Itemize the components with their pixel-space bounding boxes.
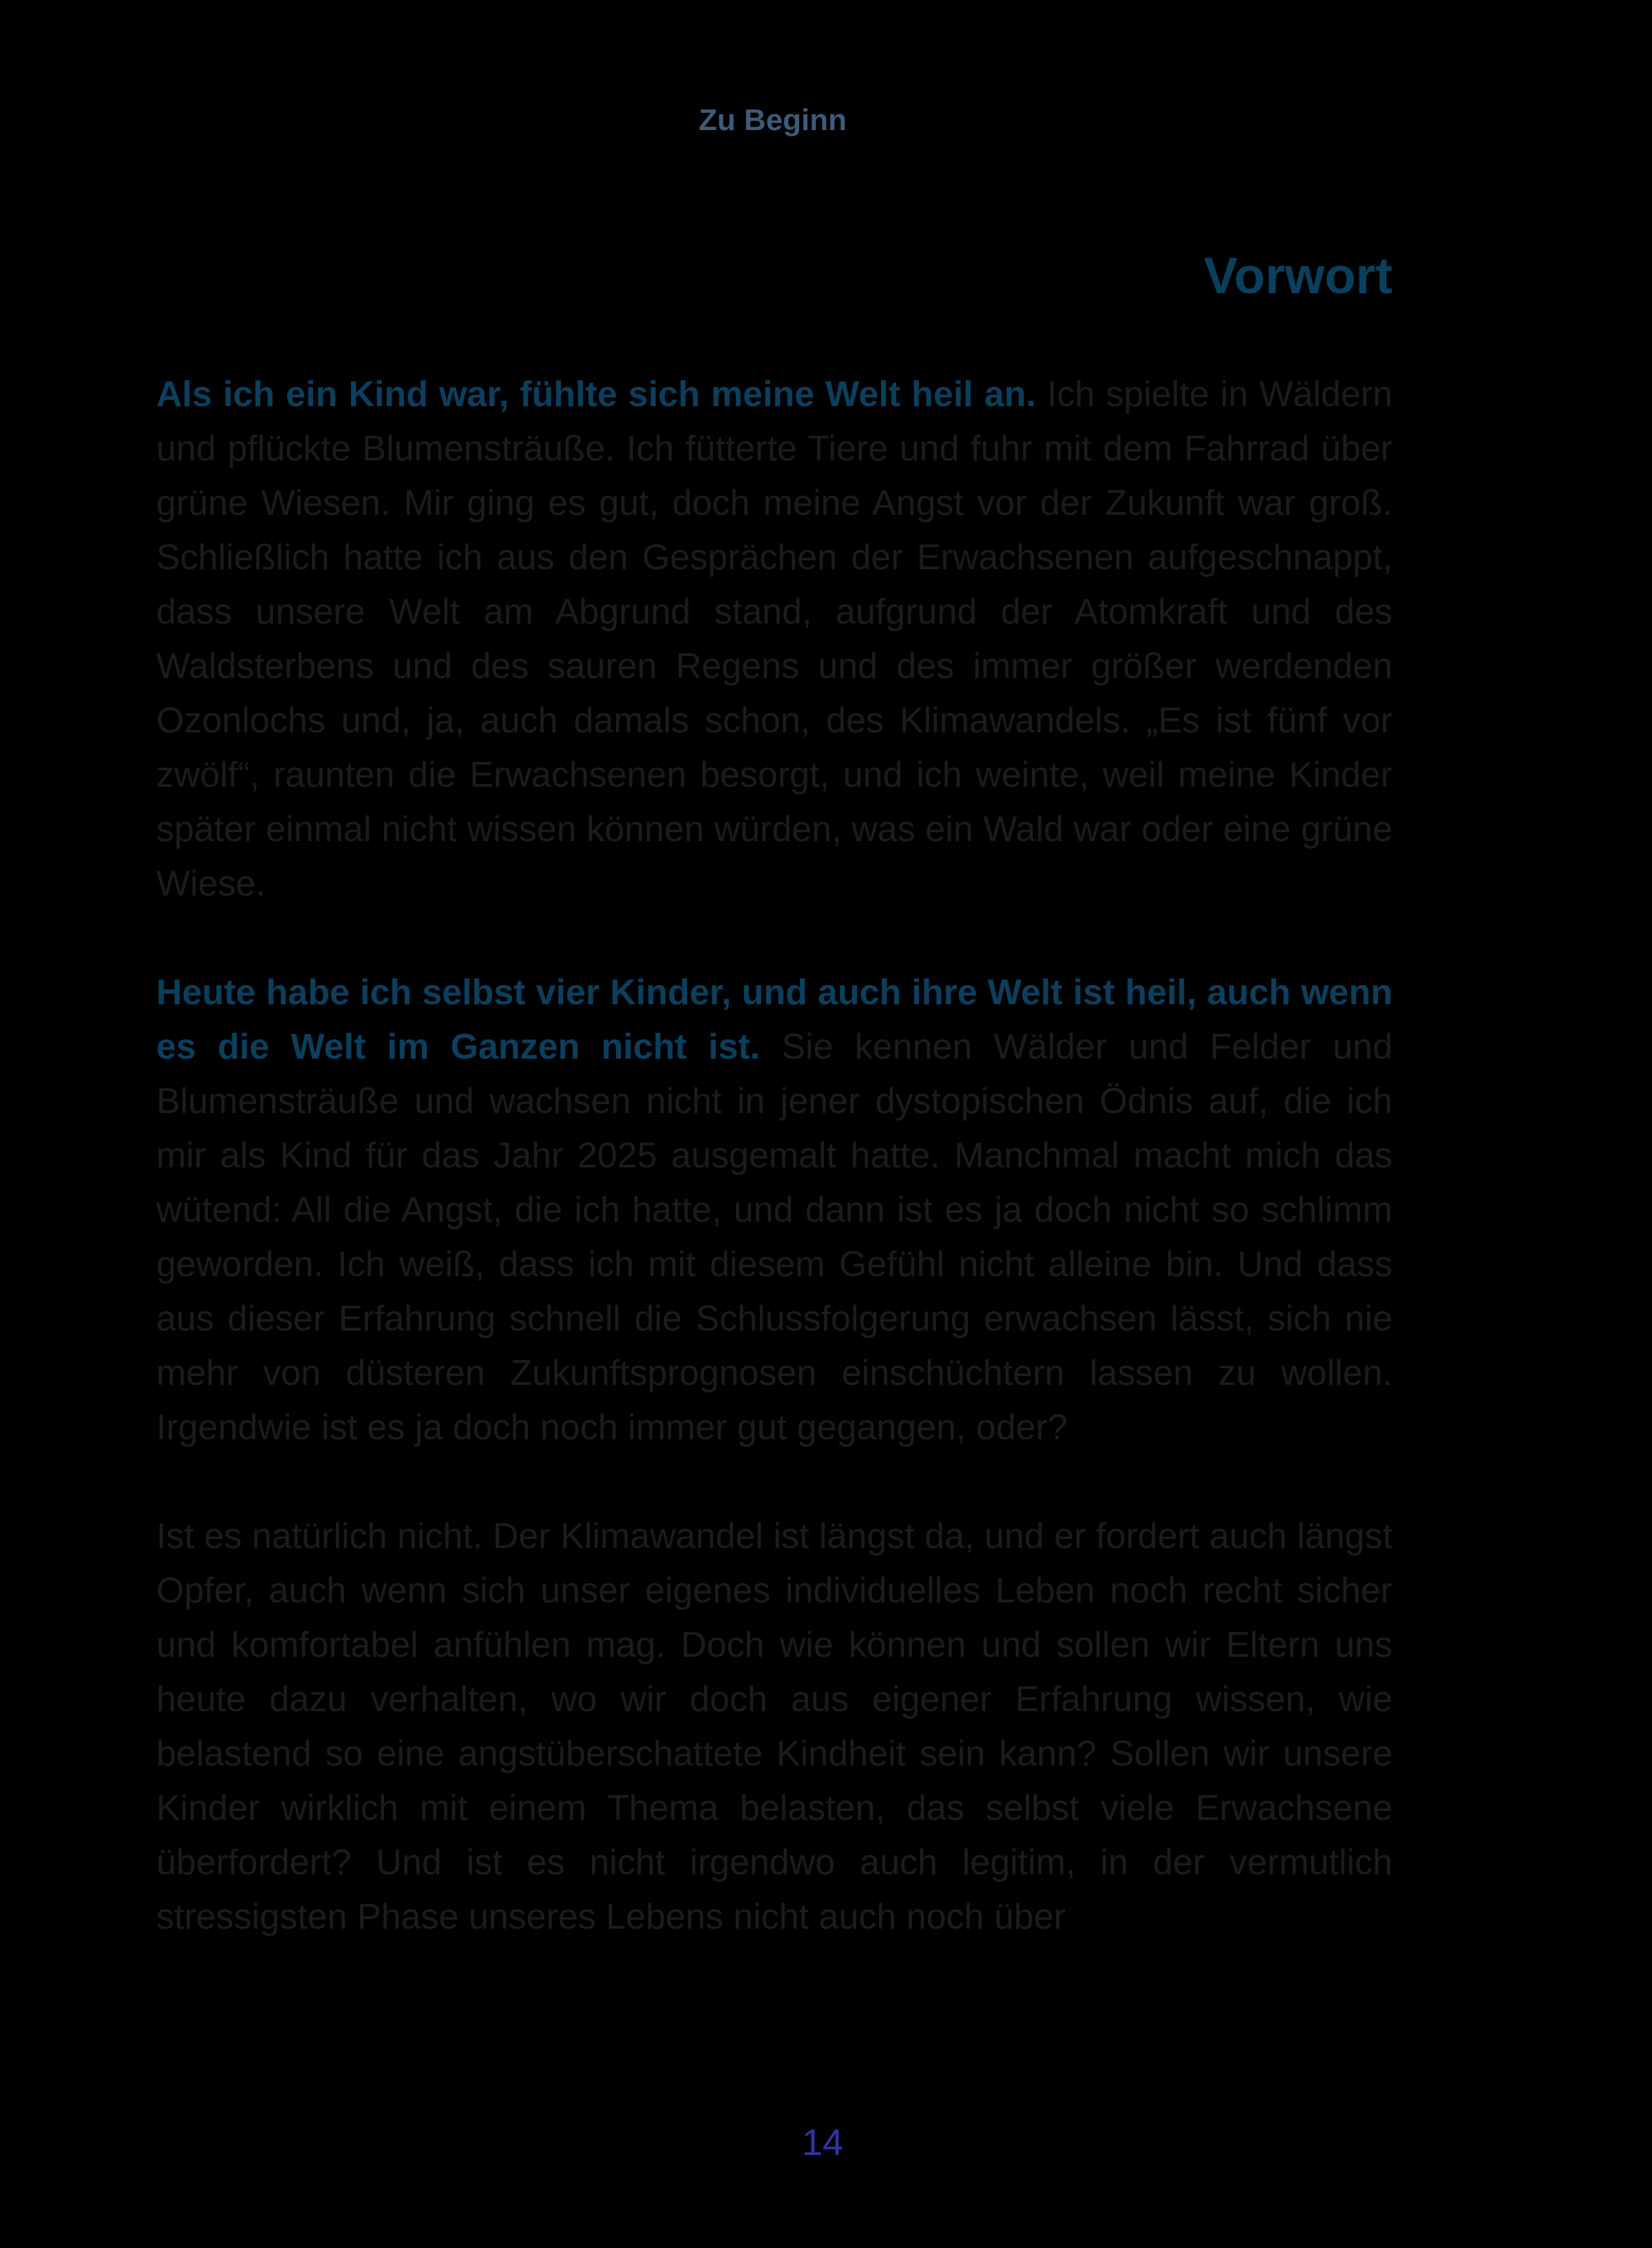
paragraph-text: Sie kennen Wälder und Felder und Blumensträuße und wachsen nicht in jener dystopischen Ödnis auf, die ich mir als Kind für das Jahr 2025 ausgemalt hatte. Manchmal macht mich das wütend: All die Angst, die ich hatte, und dann ist es ja doch nicht so schlimm geworden. Ich weiß, dass ich mit diesem Gefühl nicht alleine bin. Und dass aus dieser Erfahrung schnell die Schlussfolgerung erwachsen lässt, sich nie mehr von düsteren Zukunftsprognosen einschüchtern lassen zu wollen. Irgendwie ist es ja doch noch immer gut gegangen, oder?	[156, 1027, 1392, 1448]
paragraph	[156, 368, 1392, 911]
page-number: 14	[801, 2122, 844, 2163]
paragraph-text: Ich spielte in Wäldern und pflückte Blumensträuße. Ich fütterte Tiere und fuhr mit dem Fahrrad über grüne Wiesen. Mir ging es gut, doch meine Angst vor der Zukunft war groß. Schließlich hatte ich aus den Gesprächen der Erwachsenen aufgeschnappt, dass unsere Welt am Abgrund stand, aufgrund der Atomkraft und des Waldsterbens und des sauren Regens und des immer größer werdenden Ozonlochs und, ja, auch damals schon, des Klimawandels. „Es ist fünf vor zwölf“, raunten die Erwachsenen besorgt, und ich weinte, weil meine Kinder später einmal nicht wissen können würden, was ein Wald war oder eine grüne Wiese.	[156, 374, 1392, 904]
paragraph-lead: Als ich ein Kind war, fühlte sich meine Welt heil an.	[156, 374, 1036, 414]
paragraph-text: Ist es natürlich nicht. Der Klimawandel ist längst da, und er fordert auch längst Opfer, auch wenn sich unser eigenes individuelles Leben noch recht sicher und komfortabel anfühlen mag. Doch wie können und sollen wir Eltern uns heute dazu verhalten, wo wir doch aus eigener Erfahrung wissen, wie belastend so eine angstüberschattete Kindheit sein kann? Sollen wir unsere Kinder wirklich mit einem Thema belasten, das selbst viele Erwachsene überfordert? Und ist es nicht irgendwo auch legitim, in der vermutlich stressigsten Phase unseres Lebens nicht auch noch über	[156, 1516, 1392, 1937]
paragraph-lead: Heute habe ich selbst vier Kinder, und auch ihre Welt ist heil, auch wenn es die Welt im Ganzen nicht ist.	[156, 973, 1392, 1067]
paragraph	[156, 966, 1392, 1455]
paragraph	[156, 1509, 1392, 1944]
running-header: Zu Beginn	[698, 103, 847, 137]
chapter-title: Vorwort	[1203, 247, 1392, 304]
body-text	[156, 368, 1392, 1999]
